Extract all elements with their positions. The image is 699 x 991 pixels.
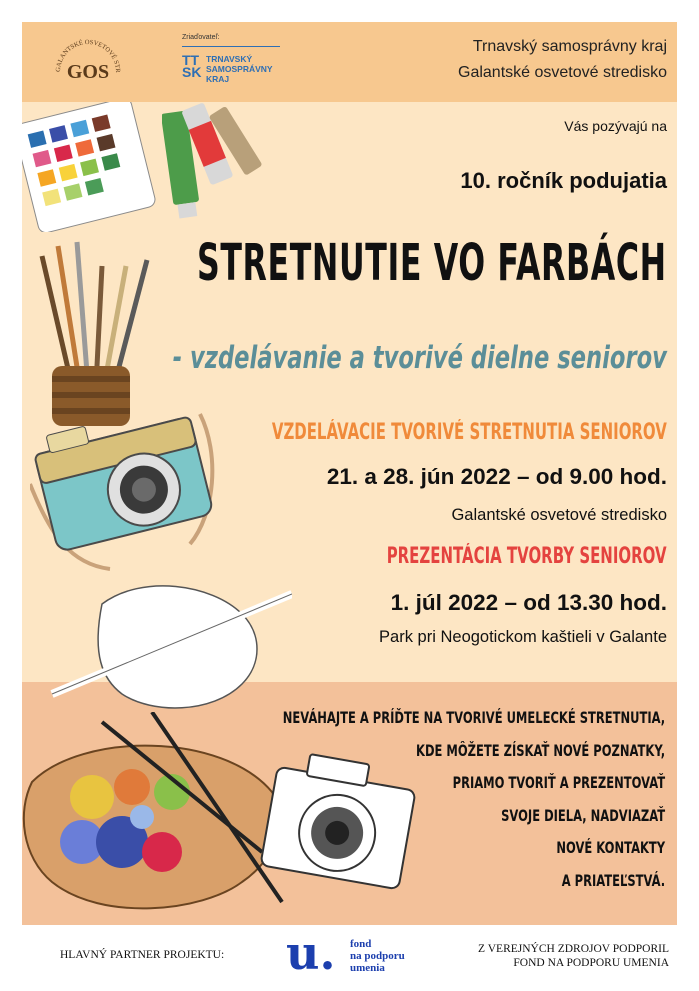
paint-tubes-illustration — [162, 102, 282, 222]
callout-line: A PRIATEĽSTVÁ. — [561, 870, 665, 890]
section1-title: VZDELÁVACIE TVORIVÉ STRETNUTIA SENIOROV — [272, 420, 667, 445]
camera-illustration — [30, 394, 220, 574]
section2-place: Park pri Neogotickom kaštieli v Galante — [379, 628, 667, 646]
section2-title: PREZENTÁCIA TVORBY SENIOROV — [387, 544, 667, 569]
support-line1: Z VEREJNÝCH ZDROJOV PODPORIL — [478, 943, 669, 955]
ttsk-divider — [182, 46, 280, 47]
callout-line: NOVÉ KONTAKTY — [556, 838, 665, 857]
support-credit — [478, 942, 669, 970]
watercolor-palette-illustration — [22, 102, 162, 232]
ttsk-mark — [182, 54, 201, 78]
invitation-callout — [134, 702, 665, 897]
fpu-line1: fond — [350, 938, 372, 950]
organizers — [458, 34, 667, 86]
event-subtitle: - vzdelávanie a tvorivé dielne seniorov — [172, 340, 667, 376]
callout-line: SVOJE DIELA, NADVIAZAŤ — [500, 805, 665, 825]
ttsk-founder-label: Zriaďovateľ: — [182, 34, 220, 41]
poster — [22, 22, 677, 925]
organizer-line-1: Trnavský samosprávny kraj — [472, 38, 667, 55]
gos-logo-text: GOS — [66, 61, 110, 83]
edition-text: 10. ročník podujatia — [460, 168, 667, 193]
fpu-logo-mark: u. — [286, 926, 336, 980]
section2-date: 1. júl 2022 – od 13.30 hod. — [390, 590, 667, 615]
main-partner-label: HLAVNÝ PARTNER PROJEKTU: — [60, 949, 225, 961]
callout-line: KDE MÔŽETE ZÍSKAŤ NOVÉ POZNATKY, — [415, 740, 665, 760]
gos-logo — [48, 32, 128, 92]
fpu-logo — [286, 926, 426, 980]
ttsk-mark-bottom: SK — [182, 64, 202, 80]
callout-line: PRIAMO TVORIŤ A PREZENTOVAŤ — [452, 773, 665, 792]
organizer-line-2: Galantské osvetové stredisko — [458, 64, 667, 81]
support-line2: FOND NA PODPORU UMENIA — [513, 957, 669, 969]
ttsk-logo — [180, 34, 290, 90]
fpu-line2: na podporu — [350, 950, 405, 962]
ttsk-name-line3: KRAJ — [206, 74, 230, 84]
invite-text: Vás pozývajú na — [564, 118, 667, 134]
callout-line: NEVÁHAJTE A PRÍĎTE NA TVORIVÉ UMELECKÉ STRETNUTIA, — [282, 708, 665, 727]
fpu-line3: umenia — [350, 962, 385, 974]
gos-ring-text: GALANTSKÉ OSVETOVÉ STR — [54, 38, 122, 73]
ttsk-name — [206, 54, 273, 84]
fpu-logo-text — [350, 938, 405, 974]
ttsk-mark-top: TT — [182, 52, 200, 68]
section1-date: 21. a 28. jún 2022 – od 9.00 hod. — [326, 464, 667, 489]
section1-place: Galantské osvetové stredisko — [451, 506, 667, 524]
ttsk-name-line1: TRNAVSKÝ — [206, 54, 253, 64]
event-title: STRETNUTIE VO FARBÁCH — [197, 234, 667, 293]
ttsk-name-line2: SAMOSPRÁVNY — [206, 64, 273, 74]
